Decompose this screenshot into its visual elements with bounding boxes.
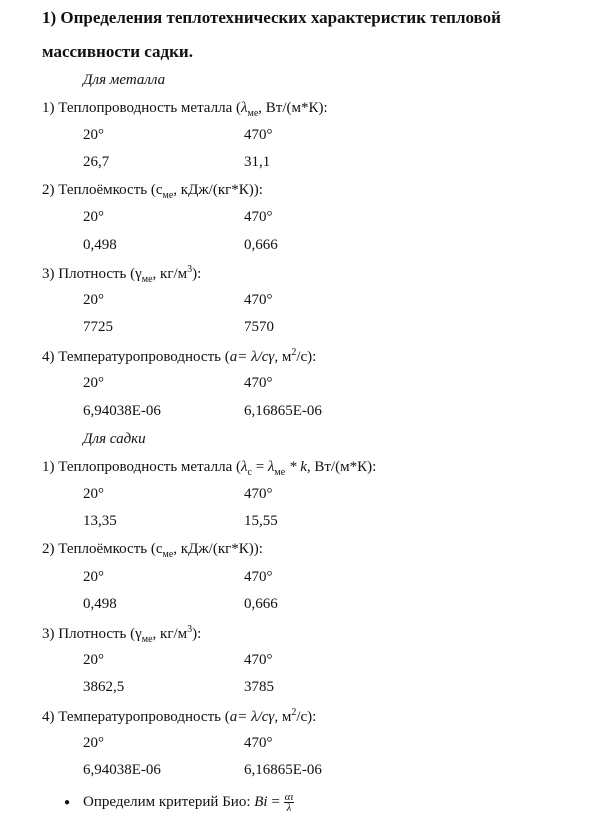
metal-diffusivity-t2: 470° bbox=[244, 375, 273, 391]
charge-conductivity-v1: 13,35 bbox=[83, 513, 117, 529]
charge-heading: Для садки bbox=[83, 431, 146, 447]
metal-diffusivity-v2: 6,16865E-06 bbox=[244, 403, 322, 419]
metal-conductivity-label: 1) Теплопроводность металла ($\lambda_{ме}$, Вт/(м*К): bbox=[42, 100, 328, 119]
charge-heat-capacity-label: 2) Теплоёмкость ($c_{ме}$, кДж/(кг*К)): bbox=[42, 541, 263, 560]
charge-density-v1: 3862,5 bbox=[83, 679, 125, 695]
charge-diffusivity-v1: 6,94038E-06 bbox=[83, 762, 161, 778]
charge-conductivity-t2: 470° bbox=[244, 486, 273, 502]
section-title-line1: 1) Определения теплотехнических характеристик тепловой bbox=[42, 8, 501, 27]
charge-density-t2: 470° bbox=[244, 652, 273, 668]
charge-diffusivity-label: 4) Температуропроводность (a= λ/cγ, $м^2/с$): bbox=[42, 707, 317, 725]
charge-diffusivity-t2: 470° bbox=[244, 735, 273, 751]
charge-density-v2: 3785 bbox=[244, 679, 274, 695]
metal-density-label: 3) Плотность ($\gamma_{ме}$, $кг/м^3$): bbox=[42, 264, 202, 285]
charge-diffusivity-v2: 6,16865E-06 bbox=[244, 762, 322, 778]
metal-density-v1: 7725 bbox=[83, 319, 113, 335]
metal-heat-capacity-t2: 470° bbox=[244, 209, 273, 225]
bullet-dot-icon: ● bbox=[64, 797, 71, 808]
charge-heat-capacity-t2: 470° bbox=[244, 569, 273, 585]
metal-heading: Для металла bbox=[83, 72, 166, 88]
charge-heat-capacity-v1: 0,498 bbox=[83, 596, 117, 612]
metal-diffusivity-v1: 6,94038E-06 bbox=[83, 403, 161, 419]
metal-density-t1: 20° bbox=[83, 292, 104, 308]
charge-conductivity-label: 1) Теплопроводность металла ($\lambda_с = \lambda_{ме} * k$, Вт/(м*К): bbox=[42, 459, 377, 478]
metal-heat-capacity-t1: 20° bbox=[83, 209, 104, 225]
metal-conductivity-t1: 20° bbox=[83, 127, 104, 143]
charge-density-t1: 20° bbox=[83, 652, 104, 668]
metal-heat-capacity-label: 2) Теплоёмкость ($c_{ме}$, кДж/(кг*К)): bbox=[42, 182, 263, 201]
metal-conductivity-v1: 26,7 bbox=[83, 154, 110, 170]
metal-conductivity-t2: 470° bbox=[244, 127, 273, 143]
biot-fraction: $\frac{\alpha\iota}{\lambda}$ bbox=[284, 791, 294, 814]
charge-density-label: 3) Плотность ($\gamma_{ме}$, $кг/м^3$): bbox=[42, 624, 202, 645]
section-title-line2: массивности садки. bbox=[42, 42, 193, 61]
charge-diffusivity-t1: 20° bbox=[83, 735, 104, 751]
charge-heat-capacity-v2: 0,666 bbox=[244, 596, 278, 612]
metal-density-t2: 470° bbox=[244, 292, 273, 308]
metal-diffusivity-label: 4) Температуропроводность (a= λ/cγ, $м^2/с$): bbox=[42, 347, 317, 365]
metal-heat-capacity-v1: 0,498 bbox=[83, 237, 117, 253]
biot-criterion-line: Определим критерий Био: Bi = $\frac{\alpha\iota}{\lambda}$ bbox=[83, 791, 294, 814]
metal-heat-capacity-v2: 0,666 bbox=[244, 237, 278, 253]
charge-conductivity-v2: 15,55 bbox=[244, 513, 278, 529]
charge-heat-capacity-t1: 20° bbox=[83, 569, 104, 585]
charge-conductivity-t1: 20° bbox=[83, 486, 104, 502]
metal-conductivity-v2: 31,1 bbox=[244, 154, 271, 170]
metal-diffusivity-t1: 20° bbox=[83, 375, 104, 391]
metal-density-v2: 7570 bbox=[244, 319, 274, 335]
